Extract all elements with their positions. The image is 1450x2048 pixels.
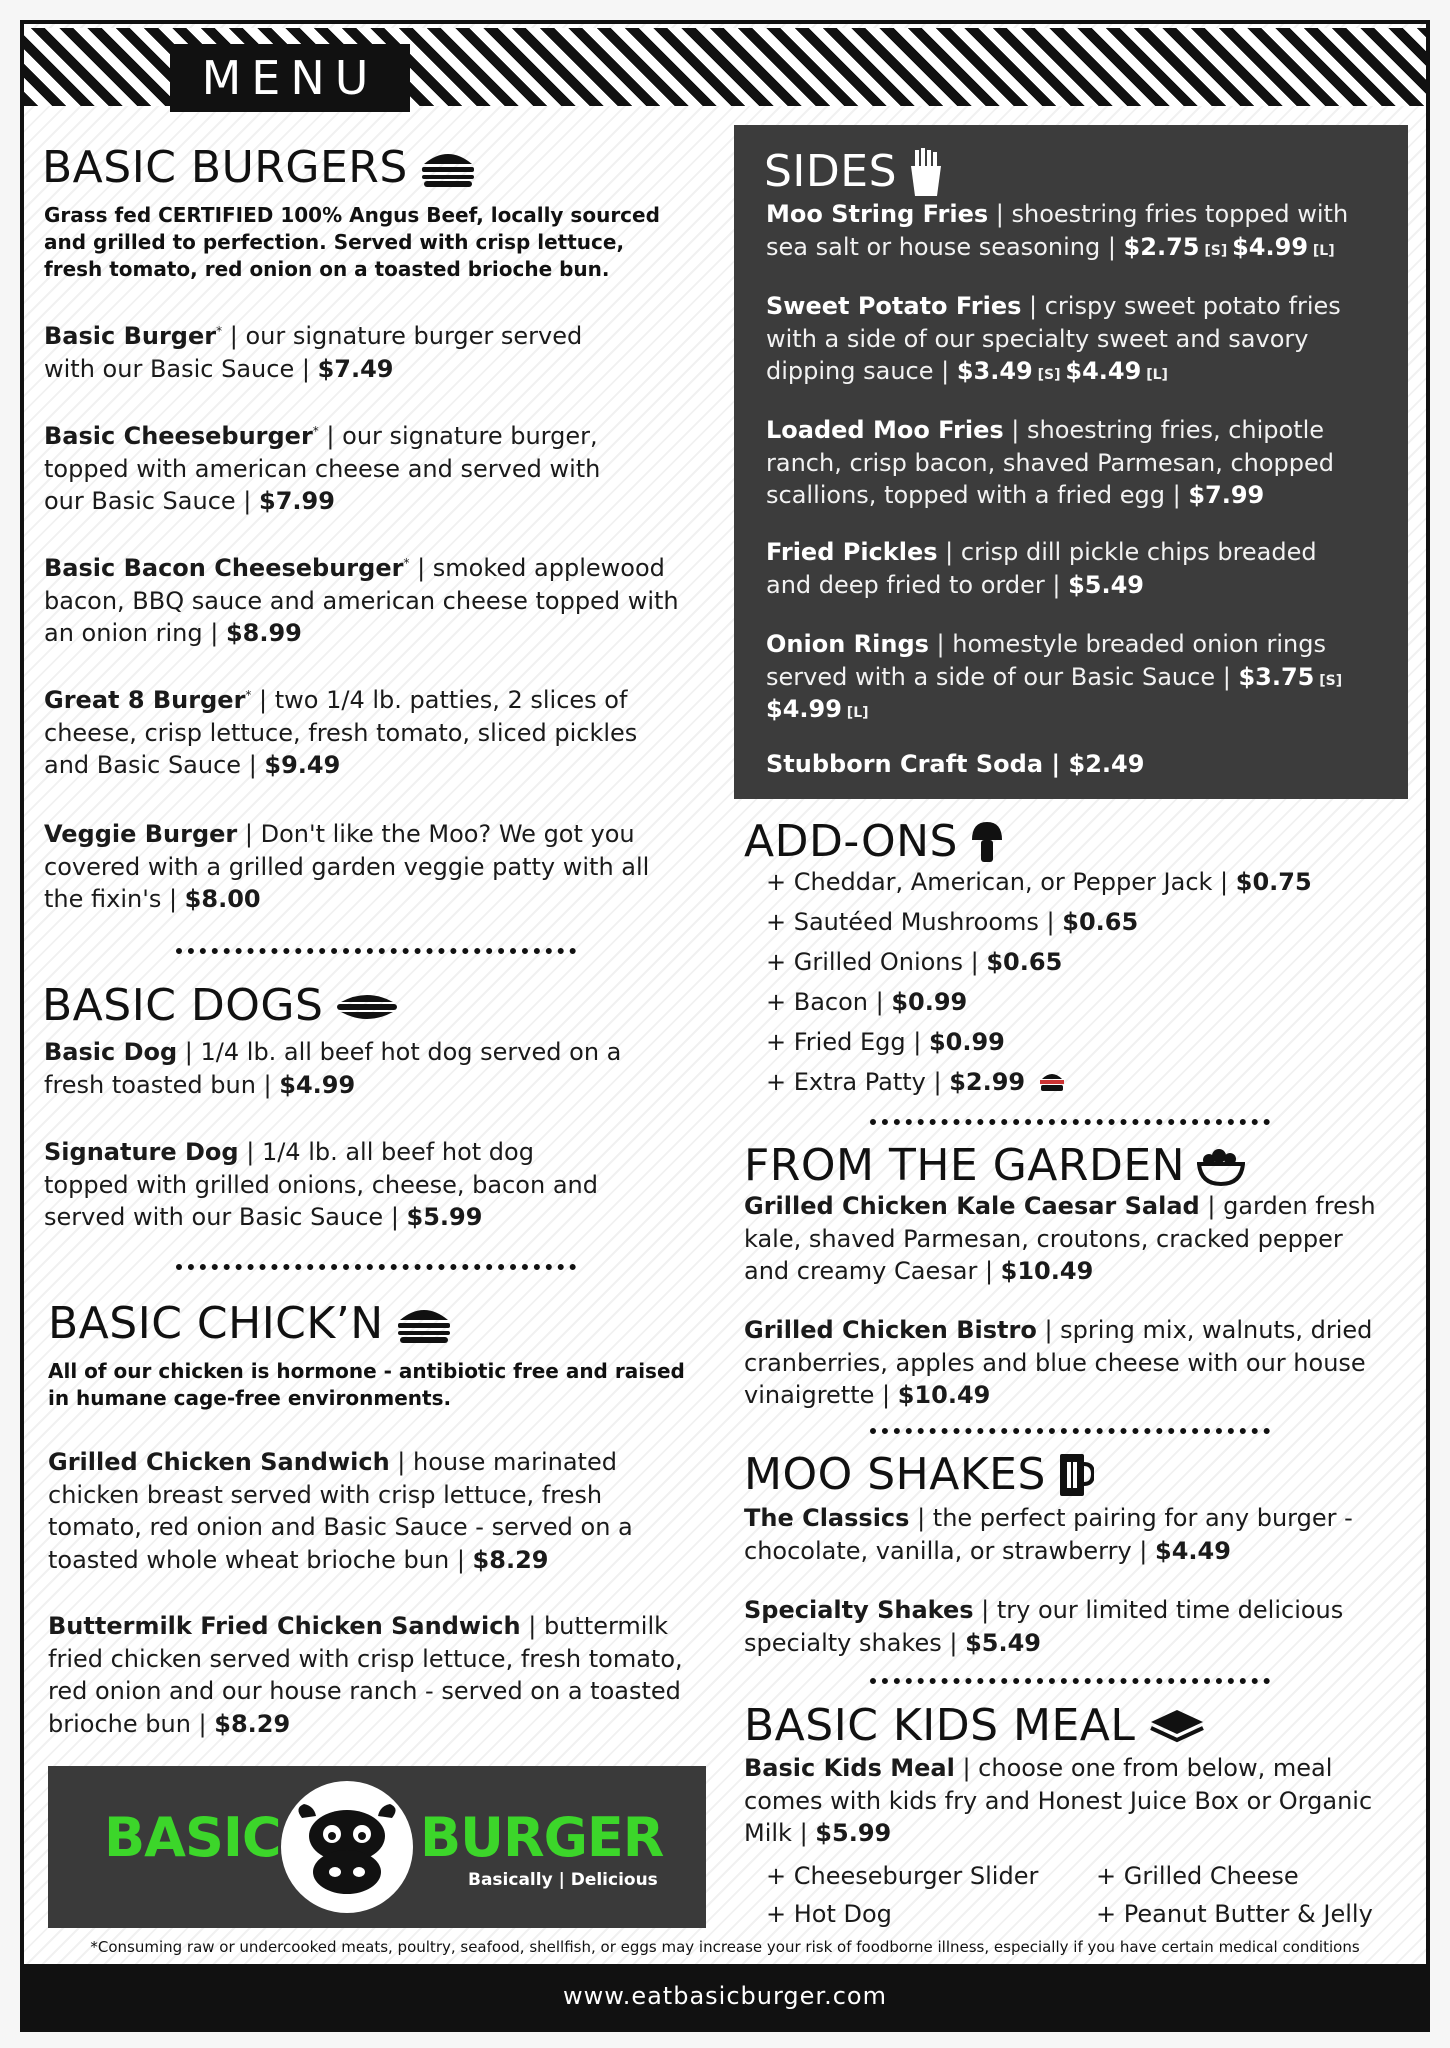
brand-logo-panel [48,1766,706,1928]
item-name: Veggie Burger [44,820,238,848]
shake-item-specialty [744,1594,1384,1659]
item-name: Stubborn Craft Soda [766,750,1044,778]
addon-price: $0.75 [1235,868,1312,896]
size-small: [S] [1199,242,1233,259]
fries-icon [909,148,943,196]
kids-meal-item [744,1752,1414,1850]
logo-tagline: Basically | Delicious [468,1870,658,1890]
addon-price: $0.65 [1062,908,1139,936]
menu-item-bacon-cheeseburger [44,552,684,650]
item-desc: | shoestring fries, chipotle ranch, crisp bacon, shaved Parmesan, chopped scallions, topped with a fried egg | [766,416,1335,510]
dotted-divider [176,1264,576,1270]
menu-item-veggie-burger [44,818,684,916]
dotted-divider [870,1428,1270,1434]
chicken-heading [48,1298,452,1349]
sides-heading [764,148,943,196]
burgers-title: BASIC BURGERS [42,142,408,193]
item-price-large: $4.99 [766,695,842,724]
item-name: Specialty Shakes [744,1596,974,1624]
item-desc: | choose one from below, meal comes with kids fry and Honest Juice Box or Organic Milk | [744,1754,1373,1848]
item-desc: | [1043,750,1069,778]
addon-price: $0.99 [928,1028,1005,1056]
sides-title: SIDES [764,146,898,197]
addon-label: + Bacon | [766,988,892,1016]
addon-label: + Sautéed Mushrooms | [766,908,1063,936]
mushroom-icon [970,820,1004,864]
item-price-small: $2.75 [1123,232,1200,261]
menu-title: MENU [170,44,410,112]
item-price: $8.29 [214,1709,291,1738]
garden-item-chicken-bistro [744,1314,1394,1412]
item-price: $9.49 [264,751,341,780]
addon-cheese [766,868,1312,896]
burgers-intro: Grass fed CERTIFIED 100% Angus Beef, locally sourced and grilled to perfection. Served with crisp lettuce, fresh tomato, red onion on a toasted brioche bun. [44,203,660,281]
item-name: Grilled Chicken Kale Caesar Salad [744,1192,1200,1220]
side-item-onion-rings [766,628,1366,726]
item-name: Grilled Chicken Bistro [744,1316,1037,1344]
addon-grilled-onions [766,948,1062,976]
dotted-divider [870,1678,1270,1684]
item-name: Fried Pickles [766,538,938,566]
menu-item-grilled-chicken-sandwich [48,1446,688,1577]
item-price: $10.49 [1000,1257,1094,1286]
item-name: Signature Dog [44,1138,239,1166]
kids-meal-box-icon [1147,1706,1207,1746]
item-desc: | the perfect pairing for any burger - chocolate, vanilla, or strawberry | [744,1504,1353,1565]
item-price: $4.99 [279,1070,356,1099]
cow-logo-icon [280,1780,414,1914]
item-price-large: $4.99 [1232,232,1309,261]
item-price: $8.29 [472,1545,549,1574]
item-desc: | buttermilk fried chicken served with crisp lettuce, fresh tomato, red onion and our house ranch - served on a toasted brioche bun | [48,1612,683,1738]
menu-item-buttermilk-chicken-sandwich [48,1610,718,1741]
raw-mark: * [245,688,252,702]
item-desc: | our signature burger served with our Basic Sauce | [44,322,583,383]
addons-title: ADD-ONS [744,816,958,867]
dotted-divider [870,1119,1270,1125]
size-small: [S] [1032,367,1066,384]
item-desc: | spring mix, walnuts, dried cranberries, apples and blue cheese with our house vinaigrette | [744,1316,1373,1410]
shake-cup-icon [1058,1452,1094,1498]
item-name: The Classics [744,1504,910,1532]
chicken-title: BASIC CHICK’N [48,1298,384,1349]
raw-mark: * [312,424,319,438]
sandwich-icon [396,1304,452,1344]
item-price: $7.99 [1188,481,1265,510]
item-name: Great 8 Burger [44,686,246,714]
website-link[interactable]: www.eatbasicburger.com [563,1982,887,2010]
raw-mark: * [216,324,223,338]
item-desc: | our signature burger, topped with american cheese and served with our Basic Sauce | [44,422,601,516]
item-price: $8.99 [225,619,302,648]
item-desc: | crispy sweet potato fries with a side of our specialty sweet and savory dipping sauce | [766,292,1341,386]
item-price-large: $4.49 [1065,357,1142,386]
patty-icon [1039,1069,1065,1093]
kids-title: BASIC KIDS MEAL [744,1700,1136,1751]
hotdog-icon [335,988,399,1024]
item-desc: | 1/4 lb. all beef hot dog topped with grilled onions, cheese, bacon and served with our Basic Sauce | [44,1138,598,1232]
item-price: $2.49 [1068,750,1145,778]
kids-heading [744,1700,1207,1751]
item-desc: | Don't like the Moo? We got you covered with a grilled garden veggie patty with all the fixin's | [44,820,650,914]
item-price: $8.00 [184,885,261,914]
dotted-divider [176,948,576,954]
item-price-small: $3.49 [956,357,1033,386]
menu-item-basic-dog [44,1036,644,1101]
addon-extra-patty [766,1068,1065,1096]
size-large: [L] [1141,367,1168,384]
addon-price: $2.99 [949,1068,1026,1096]
item-desc: | two 1/4 lb. patties, 2 slices of cheese, crisp lettuce, fresh tomato, sliced pickles and Basic Sauce | [44,686,638,780]
kids-choice-slider: + Cheeseburger Slider [766,1862,1039,1890]
item-price: $7.49 [317,354,394,383]
item-price: $5.99 [406,1203,483,1232]
burger-icon [420,148,476,188]
item-name: Basic Dog [44,1038,178,1066]
item-desc: | garden fresh kale, shaved Parmesan, croutons, cracked pepper and creamy Caesar | [744,1192,1376,1286]
addon-price: $0.99 [891,988,968,1016]
addon-fried-egg [766,1028,1005,1056]
kids-choice-pbj: + Peanut Butter & Jelly [1096,1900,1373,1928]
item-name: Moo String Fries [766,200,989,228]
footer-bar [24,1964,1426,2032]
addon-label: + Fried Egg | [766,1028,929,1056]
size-small: [S] [1314,672,1343,689]
side-item-craft-soda [766,748,1366,781]
addon-mushrooms [766,908,1138,936]
chicken-intro: All of our chicken is hormone - antibiotic free and raised in humane cage-free environments. [48,1359,685,1410]
item-price: $4.49 [1155,1536,1231,1565]
burgers-heading [42,142,476,193]
item-desc: | 1/4 lb. all beef hot dog served on a fresh toasted bun | [44,1038,622,1099]
size-large: [L] [1308,242,1335,259]
menu-item-great-8-burger [44,684,684,782]
side-item-fried-pickles [766,536,1346,601]
kids-choice-grilled-cheese: + Grilled Cheese [1096,1862,1299,1890]
item-name: Sweet Potato Fries [766,292,1022,320]
item-desc: | try our limited time delicious specialty shakes | [744,1596,1344,1657]
item-name: Grilled Chicken Sandwich [48,1448,390,1476]
item-price: $5.49 [965,1628,1041,1657]
item-desc: | shoestring fries topped with sea salt or house seasoning | [766,200,1349,261]
menu-item-basic-burger [44,320,624,385]
shakes-title: MOO SHAKES [744,1449,1046,1500]
kids-choice-hot-dog: + Hot Dog [766,1900,892,1928]
item-price: $5.99 [815,1819,892,1848]
salad-bowl-icon [1197,1146,1245,1186]
garden-item-kale-caesar [744,1190,1394,1288]
item-name: Loaded Moo Fries [766,416,1004,444]
dogs-heading [42,980,399,1031]
item-price: $10.49 [897,1381,991,1410]
item-name: Basic Bacon Cheeseburger [44,554,404,582]
addon-label: + Extra Patty | [766,1068,950,1096]
garden-title: FROM THE GARDEN [744,1140,1186,1191]
item-name: Basic Burger [44,322,217,350]
item-price-small: $3.75 [1238,662,1315,691]
item-desc: | homestyle breaded onion rings served with a side of our Basic Sauce | [766,630,1326,691]
dogs-title: BASIC DOGS [42,980,324,1031]
item-name: Onion Rings [766,630,929,658]
logo-word-basic: BASIC [104,1806,281,1869]
size-large: [L] [841,705,869,722]
item-name: Basic Cheeseburger [44,422,313,450]
garden-heading [744,1140,1245,1191]
menu-item-signature-dog [44,1136,604,1234]
logo-word-burger: BURGER [420,1806,664,1869]
raw-mark: * [403,556,410,570]
addon-bacon [766,988,967,1016]
addon-price: $0.65 [986,948,1063,976]
shakes-heading [744,1449,1094,1500]
item-price: $7.99 [259,487,335,516]
side-item-loaded-moo-fries [766,414,1386,512]
shake-item-classics [744,1502,1384,1567]
addons-heading [744,816,1004,867]
menu-item-basic-cheeseburger [44,420,644,518]
item-desc: | house marinated chicken breast served with crisp lettuce, fresh tomato, red onion and Basic Sauce - served on a toasted whole wheat brioche bun | [48,1448,633,1574]
item-desc: | crisp dill pickle chips breaded and deep fried to order | [766,538,1317,599]
item-price: $5.49 [1068,570,1145,599]
side-item-sweet-potato-fries [766,290,1366,388]
item-name: Basic Kids Meal [744,1754,955,1782]
addon-label: + Grilled Onions | [766,948,987,976]
side-item-moo-string-fries [766,198,1386,263]
addon-label: + Cheddar, American, or Pepper Jack | [766,868,1236,896]
item-name: Buttermilk Fried Chicken Sandwich [48,1612,521,1640]
item-desc: | smoked applewood bacon, BBQ sauce and american cheese topped with an onion ring | [44,554,679,648]
food-safety-disclaimer: *Consuming raw or undercooked meats, poultry, seafood, shellfish, or eggs may increase your risk of foodborne illness, especially if you have certain medical conditions [90,1938,1360,1956]
